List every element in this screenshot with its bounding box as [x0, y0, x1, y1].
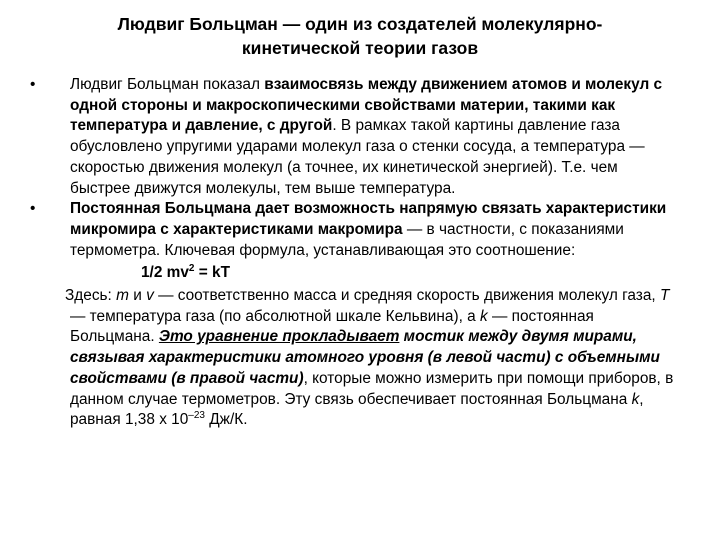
- note-underlined-emphasis: Это уравнение прокладывает: [158, 328, 400, 346]
- bullet1-emphasis: взаимосвязь между движением атомов и молекул с одной стороны и макроскопическими свойствами материи, такими как температура и давление, с другой: [70, 76, 663, 135]
- bullet2-emphasis: Постоянная Больцмана дает возможность напрямую связать характеристики микромира с характеристиками макромира: [70, 200, 667, 238]
- bullet-item-2: [30, 199, 680, 261]
- note-text: , равная 1,38 x 10: [70, 390, 644, 429]
- var-m: m: [116, 287, 129, 305]
- var-k: k: [631, 390, 640, 408]
- formula-left: 1/2 mv: [141, 264, 189, 282]
- note-text: — температура газа (по абсолютной шкале Кельвина), а: [70, 307, 480, 325]
- bullet-marker: •: [30, 200, 36, 218]
- title-line-1: Людвиг Больцман — один из создателей молекулярно-: [117, 14, 603, 34]
- constant-exponent: –23: [188, 410, 205, 422]
- formula-right: = kT: [194, 264, 230, 282]
- formula: [141, 263, 680, 284]
- note-text: и: [128, 287, 147, 305]
- note-text: , которые можно измерить при помощи приборов, в данном случае термометров. Эту связь обеспечивает постоянная Больцмана: [70, 369, 674, 408]
- note-text: Дж/К.: [204, 411, 248, 429]
- bullet-item-1: [30, 75, 680, 199]
- var-k: k: [479, 307, 488, 325]
- var-v: v: [146, 287, 154, 305]
- bullet1-text-b: . В рамках такой картины давление газа обусловлено упругими ударами молекул газа о стенки сосуда, а температура — скоростью движения молекул (а точнее, их кинетической энергией). Т.е. чем быстрее движутся молекулы, тем выше температура.: [70, 117, 645, 197]
- formula-explanation: [65, 286, 680, 431]
- bullet1-text-a: Людвиг Больцман показал: [70, 76, 265, 93]
- title-line-2: кинетической теории газов: [241, 38, 479, 58]
- note-emphasis: мостик между двумя мирами, связывая характеристики атомного уровня (в левой части) с объемными свойствами (в правой части): [70, 328, 660, 387]
- formula-exponent: 2: [188, 263, 195, 275]
- var-T: T: [659, 287, 670, 305]
- bullet-marker: •: [30, 76, 36, 93]
- slide-body: [30, 75, 680, 431]
- note-text: — постоянная Больцмана.: [70, 307, 594, 346]
- slide-title: [60, 12, 660, 60]
- bullet2-text: — в частности, с показаниями термометра. Ключевая формула, устанавливающая это соотношение:: [70, 220, 624, 259]
- note-text: — соответственно масса и средняя скорость движения молекул газа,: [153, 287, 660, 305]
- note-text: Здесь:: [65, 287, 117, 305]
